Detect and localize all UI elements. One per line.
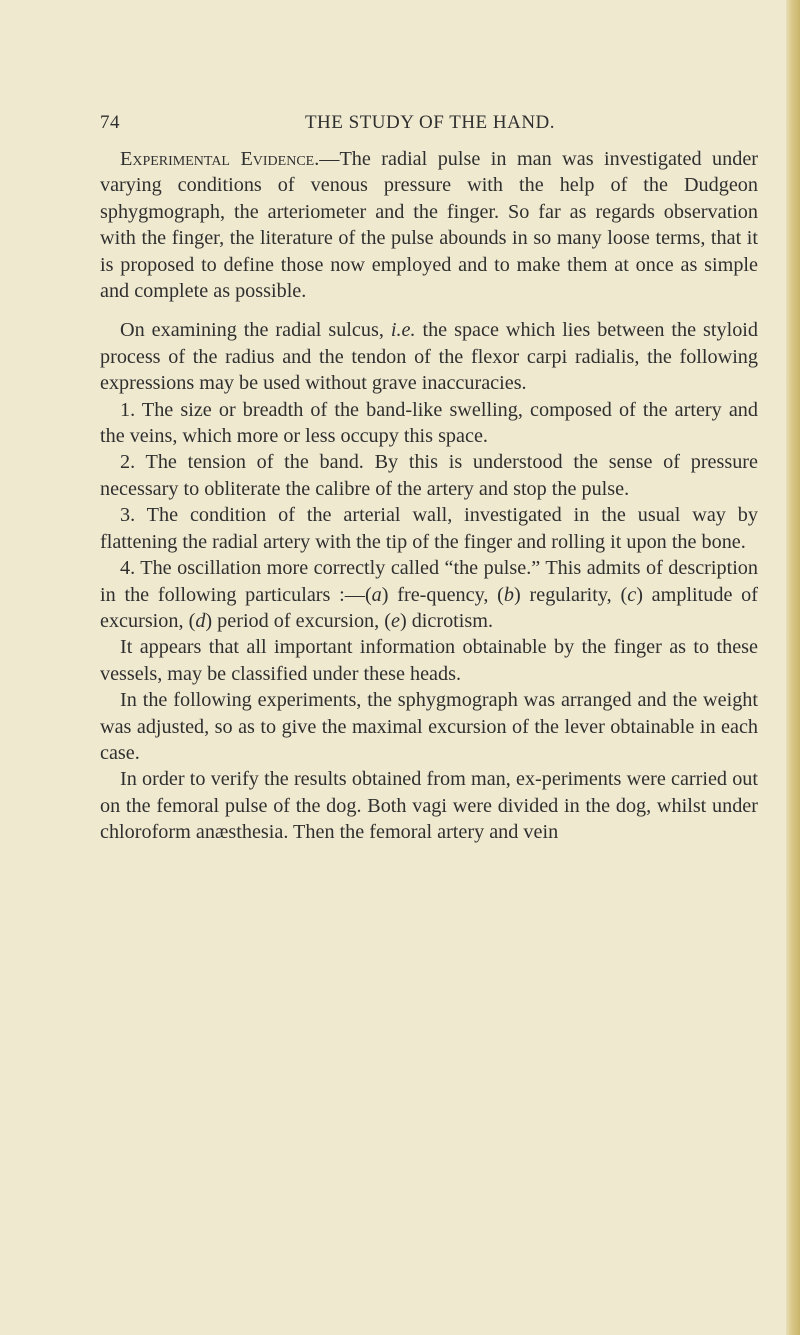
list-item-tension: 2. The tension of the band. By this is understood the sense of pressure necessary to obliterate the calibre of the artery and stop the pulse.: [100, 451, 758, 500]
list-item-oscillation: 4. The oscillation more correctly called “the pulse.” This admits of description in the following particulars :—(a) fre-quency, (b) regularity, (c) amplitude of excursion, (d) period of excursion, (e) dicrotism.: [100, 557, 758, 632]
page-number: 74: [100, 112, 120, 133]
page-body: [100, 146, 758, 846]
list-item-size: 1. The size or breadth of the band-like swelling, composed of the artery and the veins, which more or less occupy this space.: [100, 398, 758, 448]
page-edge: [786, 0, 800, 1335]
paragraph-following-experiments: In the following experiments, the sphygmograph was arranged and the weight was adjusted, so as to give the maximal excursion of the lever obtainable in each case.: [100, 689, 758, 764]
paragraph-radial-sulcus: On examining the radial sulcus, i.e. the space which lies between the styloid process of the radius and the tendon of the flexor carpi radialis, the following expressions may be used without grave inaccuracies.: [100, 319, 758, 395]
paragraph-important-information: It appears that all important information obtainable by the finger as to these vessels, may be classified under these heads.: [100, 636, 758, 685]
running-title: THE STUDY OF THE HAND.: [304, 112, 556, 133]
paragraph-experimental-evidence: [100, 146, 758, 304]
abbreviation-ie: i.e.: [390, 319, 416, 342]
list-item-arterial-wall: 3. The condition of the arterial wall, investigated in the usual way by flattening the radial artery with the tip of the finger and rolling it upon the bone.: [100, 504, 758, 553]
section-heading: Experimental Evidence.: [120, 148, 320, 170]
paragraph-text: —The radial pulse in man was investigated under varying conditions of venous pressure with the help of the Dudgeon sphygmograph, the arteriometer and the finger. So far as regards observation with the finger, the literature of the pulse abounds in so many loose terms, that it is proposed to define those now employed and to make them at once as simple and complete as possible.: [100, 148, 758, 303]
paragraph-dog-experiments: In order to verify the results obtained from man, ex-periments were carried out on the femoral pulse of the dog. Both vagi were divided in the dog, whilst under chloroform anæsthesia. Then the femoral artery and vein: [100, 768, 758, 844]
running-header: [100, 112, 760, 138]
